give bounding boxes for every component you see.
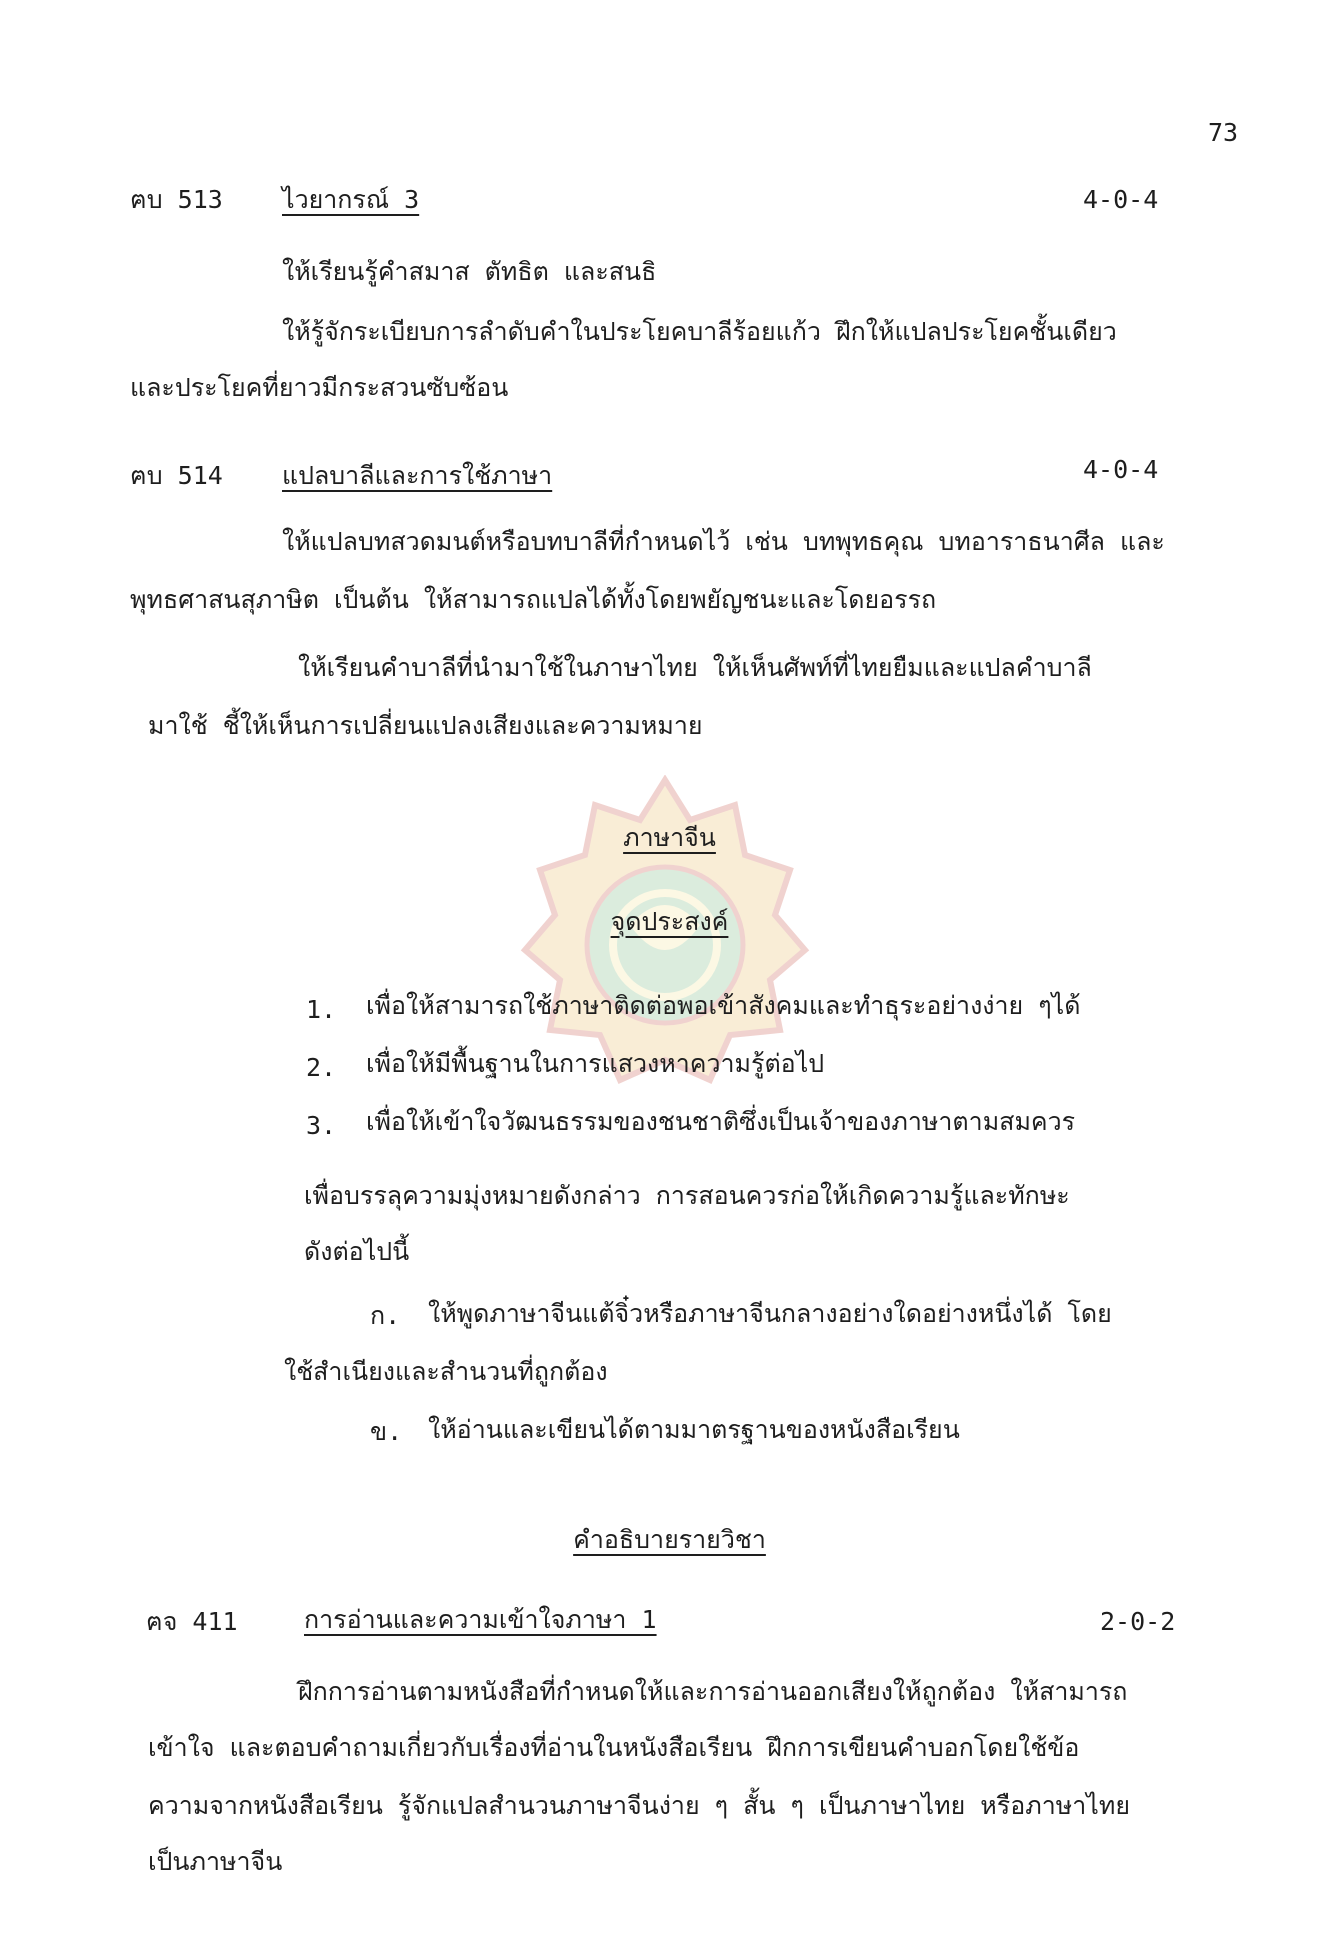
objective-number: 1. [306, 995, 337, 1024]
objective-text: เพื่อให้มีพื้นฐานในการแสวงหาความรู้ต่อไป [366, 1049, 825, 1078]
course-text-line: ความจากหนังสือเรียน รู้จักแปลสำนวนภาษาจีนง่าย ๆ สั้น ๆ เป็นภาษาไทย หรือภาษาไทย [148, 1791, 1130, 1820]
course-title: แปลบาลีและการใช้ภาษา [282, 461, 553, 490]
course-credits: 4-0-4 [1083, 185, 1159, 214]
course-code: ฅบ 514 [130, 461, 223, 490]
course-text-line: ให้แปลบทสวดมนต์หรือบทบาลีที่กำหนดไว้ เช่น บทพุทธคุณ บทอาราธนาศีล และ [282, 527, 1165, 556]
purpose-line: ดังต่อไปนี้ [304, 1237, 410, 1266]
skill-marker: ข. [370, 1417, 403, 1446]
course-credits: 4-0-4 [1083, 455, 1159, 484]
objective-text: เพื่อให้สามารถใช้ภาษาติดต่อพอเข้าสังคมและทำธุระอย่างง่าย ๆได้ [366, 991, 1081, 1020]
course-text-line: ให้รู้จักระเบียบการลำดับคำในประโยคบาลีร้อยแก้ว ฝึกให้แปลประโยคชั้นเดียว [282, 317, 1117, 346]
description-heading: คำอธิบายรายวิชา [573, 1525, 766, 1554]
course-code: ฅบ 513 [130, 185, 223, 214]
course-code: ฅจ 411 [146, 1607, 238, 1636]
course-title: ไวยากรณ์ 3 [282, 185, 420, 214]
purpose-line: เพื่อบรรลุความมุ่งหมายดังกล่าว การสอนควรก่อให้เกิดความรู้และทักษะ [304, 1181, 1070, 1210]
course-title: การอ่านและความเข้าใจภาษา 1 [304, 1605, 657, 1634]
course-text-line: พุทธศาสนสุภาษิต เป็นต้น ให้สามารถแปลได้ทั้งโดยพยัญชนะและโดยอรรถ [130, 585, 937, 614]
objective-number: 3. [306, 1111, 337, 1140]
objective-text: เพื่อให้เข้าใจวัฒนธรรมของชนชาติซึ่งเป็นเจ้าของภาษาตามสมควร [366, 1107, 1076, 1136]
course-text-line: เข้าใจ และตอบคำถามเกี่ยวกับเรื่องที่อ่านในหนังสือเรียน ฝึกการเขียนคำบอกโดยใช้ข้อ [148, 1733, 1080, 1762]
course-credits: 2-0-2 [1100, 1607, 1176, 1636]
section-heading: ภาษาจีน [623, 823, 716, 852]
course-text-line: มาใช้ ชี้ให้เห็นการเปลี่ยนแปลงเสียงและความหมาย [148, 711, 703, 740]
course-text-line: และประโยคที่ยาวมีกระสวนซับซ้อน [130, 373, 509, 402]
course-text-line: ฝึกการอ่านตามหนังสือที่กำหนดให้และการอ่านออกเสียงให้ถูกต้อง ให้สามารถ [298, 1677, 1128, 1706]
skill-marker: ก. [370, 1301, 401, 1330]
page-number: 73 [1208, 118, 1239, 147]
course-text-line: ให้เรียนรู้คำสมาส ตัทธิต และสนธิ [282, 257, 657, 286]
skill-text: ให้อ่านและเขียนได้ตามมาตรฐานของหนังสือเรียน [428, 1415, 960, 1444]
objectives-heading: จุดประสงค์ [610, 907, 729, 936]
objective-number: 2. [306, 1053, 337, 1082]
course-text-line: เป็นภาษาจีน [148, 1847, 283, 1876]
skill-text: ให้พูดภาษาจีนแต้จิ๋วหรือภาษาจีนกลางอย่างใดอย่างหนึ่งได้ โดย [428, 1299, 1112, 1328]
course-text-line: ให้เรียนคำบาลีที่นำมาใช้ในภาษาไทย ให้เห็นศัพท์ที่ไทยยืมและแปลคำบาลี [298, 653, 1092, 682]
skill-text: ใช้สำเนียงและสำนวนที่ถูกต้อง [284, 1357, 608, 1386]
